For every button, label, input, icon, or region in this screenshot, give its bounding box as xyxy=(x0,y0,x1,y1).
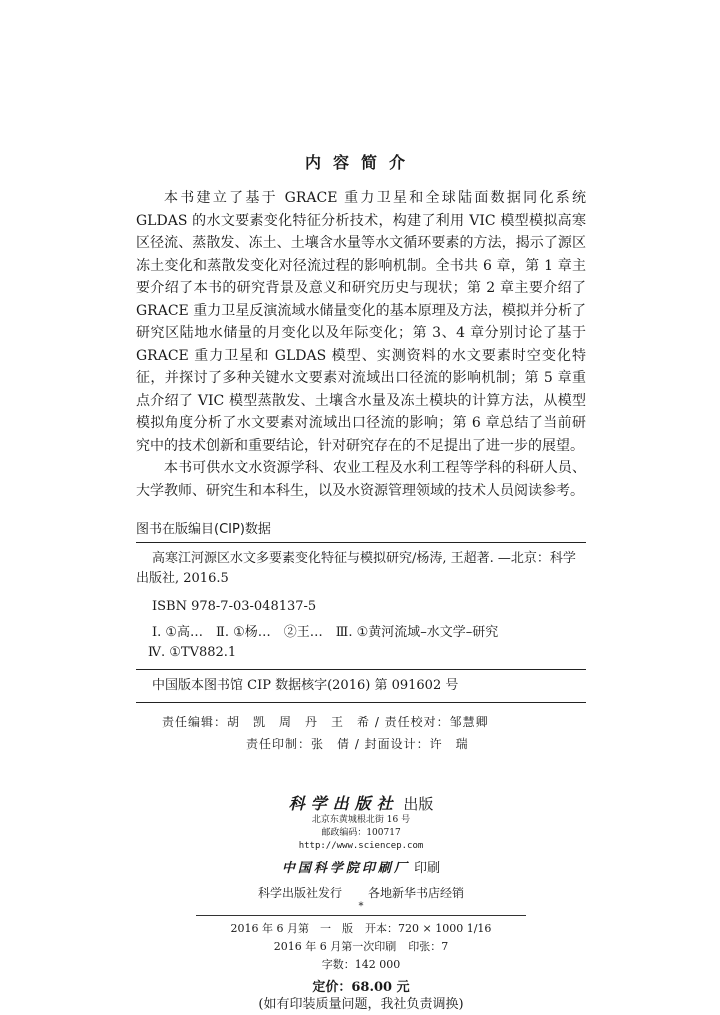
sellers: 各地新华书店经销 xyxy=(368,886,465,900)
edition-line-1 xyxy=(136,920,586,938)
quality-note: (如有印装质量问题，我社负责调换) xyxy=(258,997,464,1012)
publisher-postcode: 邮政编码：100717 xyxy=(321,828,401,838)
printer-name: 中国科学院印刷厂 xyxy=(281,861,410,876)
cip-entry: 高寒江河源区水文多要素变化特征与模拟研究/杨涛, 王超著. —北京：科学出版社, 2016.5 xyxy=(136,551,576,586)
cip-classification-1: Ⅰ. ①高… Ⅱ. ①杨… ②王… Ⅲ. ①黄河流域–水文学–研究 xyxy=(152,625,499,640)
publisher-block xyxy=(136,791,586,1015)
publisher-logo-text: 科学出版社 xyxy=(288,794,399,813)
cip-block xyxy=(136,549,586,703)
edition-line-2 xyxy=(136,938,586,956)
copyright-page xyxy=(136,150,586,1015)
edition-divider xyxy=(196,915,526,916)
cip-record-number: 中国版本图书馆 CIP 数据核字(2016) 第 091602 号 xyxy=(136,670,586,703)
editors-block xyxy=(136,711,586,755)
publisher-line xyxy=(136,791,586,814)
word-count: 字数：142 000 xyxy=(321,958,401,971)
distributor: 科学出版社发行 xyxy=(257,886,342,900)
publisher-website: http://www.sciencep.com xyxy=(298,841,424,851)
first-edition: 2016 年 6 月第 一 版 xyxy=(230,922,354,935)
print-sheets: 印张：7 xyxy=(408,940,449,953)
distribution-line xyxy=(136,884,586,901)
summary-paragraph-1: 本书建立了基于 GRACE 重力卫星和全球陆面数据同化系统 GLDAS 的水文要素变化特征分析技术，构建了利用 VIC 模型模拟高寒区径流、蒸散发、冻土、土壤含水量等水文循环要素的方法，揭示了源区冻土变化和蒸散发变化对径流过程的影响机制。全书共 6 章，第 1 章主要介绍了本书的研究背景及意义和研究历史与现状；第 2 章主要介绍了 GRACE 重力卫星反演流域水储量变化的基本原理及方法，模拟并分析了研究区陆地水储量的月变化以及年际变化；第 3、4 章分别讨论了基于 GRACE 重力卫星和 GLDAS 模型、实测资料的水文要素时空变化特征，并探讨了多种关键水文要素对流域出口径流的影响机制；第 5 章重点介绍了 VIC 模型蒸散发、土壤含水量及冻土模块的计算方法，从模型模拟角度分析了水文要素对流域出口径流的影响；第 6 章总结了当前研究中的技术创新和重要结论，针对研究存在的不足提出了进一步的展望。 xyxy=(136,190,586,454)
summary-title: 内容简介 xyxy=(304,153,417,172)
publisher-address: 北京东黄城根北街 16 号 xyxy=(311,815,411,825)
cip-classification-2: Ⅳ. ①TV882.1 xyxy=(148,645,237,660)
summary-paragraph-2: 本书可供水文水资源学科、农业工程及水利工程等学科的科研人员、大学教师、研究生和本科生，以及水资源管理领域的技术人员阅读参考。 xyxy=(136,460,586,499)
cip-isbn: ISBN 978-7-03-048137-5 xyxy=(152,599,317,614)
printer-action: 印刷 xyxy=(414,861,441,876)
editors-line-2: 责任印制：张 倩 / 封面设计：许 瑞 xyxy=(246,737,469,751)
editors-line-1: 责任编辑：胡 凯 周 丹 王 希 / 责任校对：邹慧卿 xyxy=(162,715,489,729)
first-print: 2016 年 6 月第一次印刷 xyxy=(273,940,397,953)
printer-line xyxy=(136,857,586,876)
price: 定价：68.00 元 xyxy=(312,980,410,995)
cip-heading: 图书在版编目(CIP)数据 xyxy=(136,518,586,543)
separator-star: * xyxy=(358,901,364,912)
publisher-action: 出版 xyxy=(403,795,434,813)
book-format: 开本：720 × 1000 1/16 xyxy=(365,922,492,935)
